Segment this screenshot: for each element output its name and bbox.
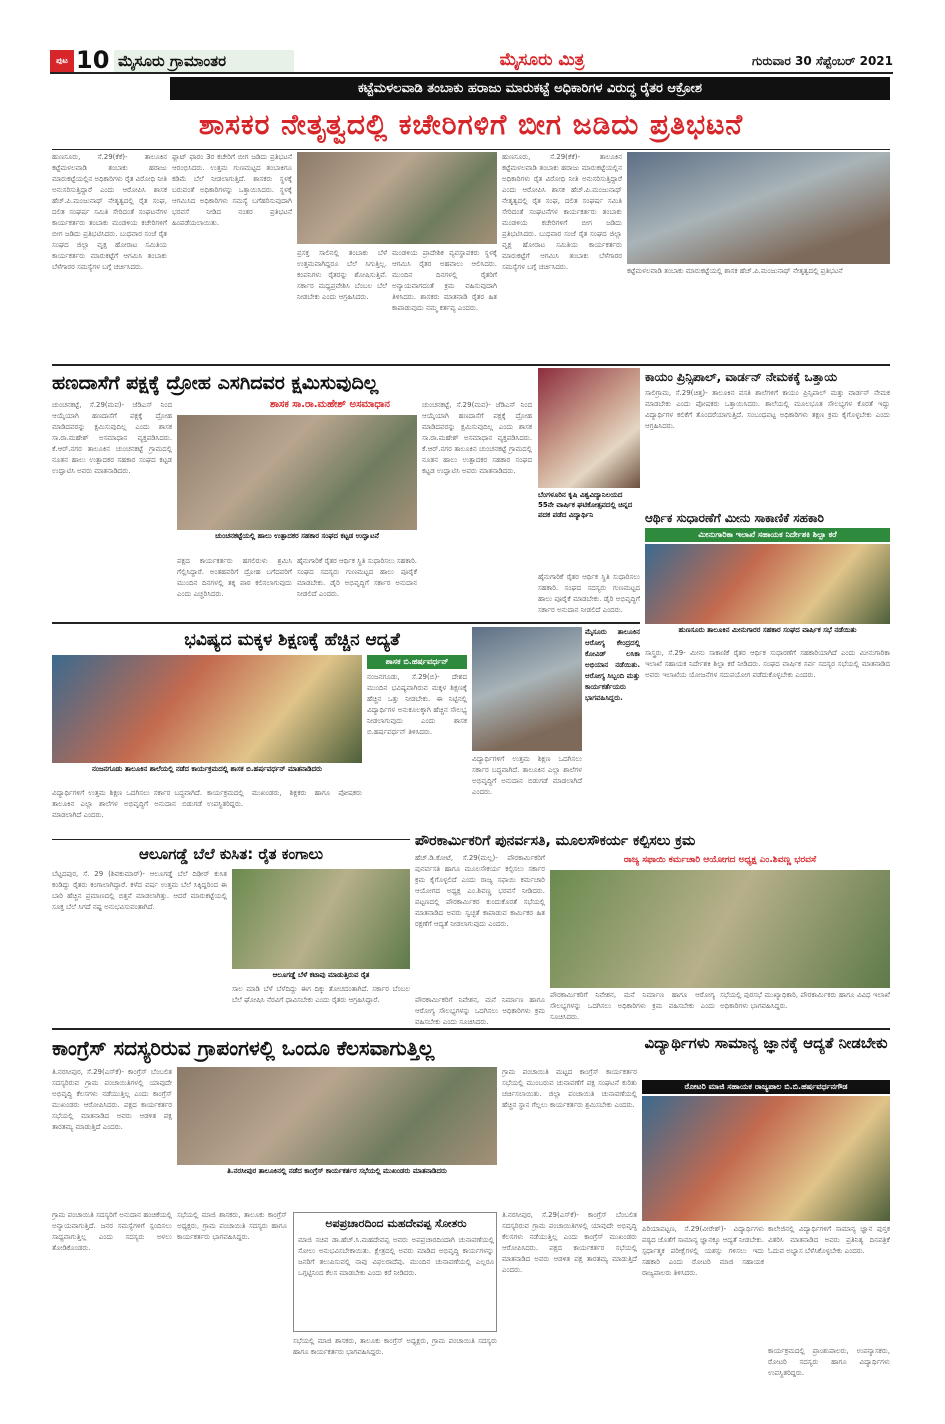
- masthead: [50, 48, 893, 74]
- story11-body-2: ಕಾಲೇಜಿನಲ್ಲಿ ವಿದ್ಯಾರ್ಥಿಗಳಿಗೆ ಸಾಮಾನ್ಯ ಜ್ಞಾನ ಪುಸ್ತಕ ವಿತರಿಸಿ ಮಾತನಾಡಿದ ಅವರು ಪ್ರತಿನಿತ್ಯ ದಿನಪತ್ರಿಕೆ ಓದುವ ಅಭ್ಯಾಸ ಬೆಳೆಸಿಕೊಳ್ಳಬೇಕು ಎಂದರು.: [768, 1225, 890, 1255]
- lead-photo-2: [627, 152, 890, 264]
- story7-photo: [550, 870, 890, 988]
- story2-caption: ಚುಂಚನಕಟ್ಟೆಯಲ್ಲಿ ಹಾಲು ಉತ್ಪಾದಕರ ಸಹಕಾರ ಸಂಘದ ಕಟ್ಟಡ ಉದ್ಘಾಟನೆ: [215, 532, 379, 540]
- story4-body: ಸಾಸ್ತ್ರರು, ಸೆ.29- ಮೀನು ಸಾಕಾಣಿಕೆ ರೈತರ ಆರ್ಥಿಕ ಸುಧಾರಣೆಗೆ ಸಹಕಾರಿಯಾಗಿದೆ ಎಂದು ಮೀನುಗಾರಿಕಾ ಇಲಾಖೆ ಸಹಾಯಕ ನಿರ್ದೇಶಕಿ ಶಿಲ್ಪಾ ಕರೆ ನೀಡಿದರು. ಸಂಘದ ವಾರ್ಷಿಕ ಸರ್ವ ಸದಸ್ಯರ ಸಭೆಯಲ್ಲಿ ಮಾತನಾಡಿದ ಅವರು ಇಲಾಖೆಯ ಯೋಜನೆಗಳ ಸದುಪಯೋಗ ಪಡೆದುಕೊಳ್ಳಬೇಕು ಎಂದರು.: [645, 649, 890, 679]
- paper-name: ಮೈಸೂರು ಮಿತ್ರ: [499, 50, 585, 70]
- profile-photo: [538, 368, 640, 488]
- story6-body: ವಿದ್ಯಾರ್ಥಿಗಳಿಗೆ ಉತ್ತಮ ಶಿಕ್ಷಣ ಒದಗಿಸಲು ಸರ್ಕಾರ ಬದ್ಧವಾಗಿದೆ. ತಾಲೂಕಿನ ಎಲ್ಲಾ ಶಾಲೆಗಳ ಅಭಿವೃದ್ಧಿಗೆ ಅನುದಾನ ಬಿಡುಗಡೆ ಮಾಡಲಾಗಿದೆ ಎಂದರು.: [472, 755, 582, 796]
- divider: [52, 1028, 890, 1030]
- story7-body-3: ಪೌರಕಾರ್ಮಿಕರಿಗೆ ನಿವೇಶನ, ಮನೆ ನಿರ್ಮಾಣ ಹಾಗೂ ಆರೋಗ್ಯ ಸೌಲಭ್ಯಗಳನ್ನು ಒದಗಿಸಲು ಅಧಿಕಾರಿಗಳು ಕ್ರಮ ವಹಿಸಬೇಕು ಎಂದು ಸೂಚಿಸಿದರು.: [550, 991, 715, 1021]
- story3-headline: ಕಾಯಂ ಪ್ರಿನ್ಸಿಪಾಲ್, ವಾರ್ಡನ್ ನೇಮಕಕ್ಕೆ ಒತ್ತಾಯ: [645, 370, 838, 384]
- story11-headline: ವಿದ್ಯಾರ್ಥಿಗಳು ಸಾಮಾನ್ಯ ಜ್ಞಾನಕ್ಕೆ ಆದ್ಯತೆ ನೀಡಬೇಕು: [644, 1034, 888, 1052]
- story5-tag: ಶಾಸಕ ಬಿ.ಹರ್ಷವರ್ಧನ್: [367, 655, 467, 669]
- story2-body-2: ಪಕ್ಷದ ಕಾರ್ಯಕರ್ತರು ಹಗಲಿರುಳು ಶ್ರಮಿಸಿ ಗೆಲ್ಲಿಸಿದ್ದಾರೆ. ಅಂತಹವರಿಗೆ ದ್ರೋಹ ಬಗೆದವರಿಗೆ ಮುಂದಿನ ದಿನಗಳಲ್ಲಿ ತಕ್ಕ ಪಾಠ ಕಲಿಸಲಾಗುವುದು ಎಂದು ಎಚ್ಚರಿಸಿದರು.: [177, 557, 292, 598]
- divider: [52, 364, 890, 366]
- story2-tag: ಶಾಸಕ ಸಾ.ರಾ.ಮಹೇಶ್ ಅಸಮಾಧಾನ: [270, 399, 390, 410]
- lead-body-4: ಮಂಡಳಿಯ ಪ್ರಾದೇಶಿಕ ವ್ಯವಸ್ಥಾಪಕರು ಸ್ಥಳಕ್ಕೆ ಆಗಮಿಸಿ ರೈತರ ಅಹವಾಲು ಆಲಿಸಿದರು. ಮುಂದಿನ ದಿನಗಳಲ್ಲಿ ರೈತರಿಗೆ ಅನ್ಯಾಯವಾಗದಂತೆ ಕ್ರಮ ವಹಿಸುವುದಾಗಿ ತಿಳಿಸಿದರು. ಶಾಸಕರು ಮಾತನಾಡಿ ರೈತರ ಹಿತ ಕಾಪಾಡುವುದು ನಮ್ಮ ಕರ್ತವ್ಯ ಎಂದರು.: [392, 249, 497, 312]
- story2-headline: ಹಣದಾಸೆಗೆ ಪಕ್ಷಕ್ಕೆ ದ್ರೋಹ ಎಸಗಿದವರ ಕ್ಷಮಿಸುವುದಿಲ್ಲ: [52, 372, 379, 394]
- story11-photo: [642, 1096, 890, 1221]
- story9-caption: ತಿ.ನರಸೀಪುರ ತಾಲೂಕಿನಲ್ಲಿ ನಡೆದ ಕಾಂಗ್ರೆಸ್ ಕಾರ್ಯಕರ್ತರ ಸಭೆಯಲ್ಲಿ ಮುಖಂಡರು ಮಾತನಾಡಿದರು: [227, 1167, 447, 1175]
- profile-body: ಹೈನುಗಾರಿಕೆ ರೈತರ ಆರ್ಥಿಕ ಸ್ಥಿತಿ ಸುಧಾರಿಸಲು ಸಹಕಾರಿ. ಸಂಘದ ಸದಸ್ಯರು ಗುಣಮಟ್ಟದ ಹಾಲು ಪೂರೈಕೆ ಮಾಡಬೇಕು. ಡೈರಿ ಅಭಿವೃದ್ಧಿಗೆ ಸರ್ಕಾರ ಅನುದಾನ ನೀಡಲಿದೆ ಎಂದರು.: [538, 573, 640, 614]
- story7-headline: ಪೌರಕಾರ್ಮಿಕರಿಗೆ ಪುನರ್ವಸತಿ, ಮೂಲಸೌಕರ್ಯ ಕಲ್ಪಿಸಲು ಕ್ರಮ: [415, 833, 696, 849]
- story5-body-2: ವಿದ್ಯಾರ್ಥಿಗಳಿಗೆ ಉತ್ತಮ ಶಿಕ್ಷಣ ಒದಗಿಸಲು ಸರ್ಕಾರ ಬದ್ಧವಾಗಿದೆ. ತಾಲೂಕಿನ ಎಲ್ಲಾ ಶಾಲೆಗಳ ಅಭಿವೃದ್ಧಿಗೆ ಅನುದಾನ ಬಿಡುಗಡೆ ಮಾಡಲಾಗಿದೆ ಎಂದರು.: [52, 789, 202, 819]
- story8-headline: ಆಲೂಗಡ್ಡೆ ಬೆಲೆ ಕುಸಿತ: ರೈತ ಕಂಗಾಲು: [139, 845, 323, 863]
- story5-headline: ಭವಿಷ್ಯದ ಮಕ್ಕಳ ಶಿಕ್ಷಣಕ್ಕೆ ಹೆಚ್ಚಿನ ಆದ್ಯತೆ: [184, 630, 400, 650]
- divider: [52, 622, 640, 624]
- story3-body: ಸಾಲಿಗ್ರಾಮ, ಸೆ.29(ಚಿತ್ತ)- ತಾಲೂಕಿನ ವಸತಿ ಶಾಲೆಗಳಿಗೆ ಕಾಯಂ ಪ್ರಿನ್ಸಿಪಾಲ್ ಮತ್ತು ವಾರ್ಡನ್ ನೇಮಕ ಮಾಡಬೇಕು ಎಂದು ಪೋಷಕರು ಒತ್ತಾಯಿಸಿದರು. ಶಾಲೆಯಲ್ಲಿ ಮೂಲಭೂತ ಸೌಲಭ್ಯಗಳ ಕೊರತೆ ಇದ್ದು ವಿದ್ಯಾರ್ಥಿಗಳ ಕಲಿಕೆಗೆ ತೊಂದರೆಯಾಗುತ್ತಿದೆ. ಸಂಬಂಧಪಟ್ಟ ಅಧಿಕಾರಿಗಳು ತಕ್ಷಣ ಕ್ರಮ ಕೈಗೊಳ್ಳಬೇಕು ಎಂದು ಆಗ್ರಹಿಸಿದರು.: [645, 389, 890, 430]
- story9-body-3: ಗ್ರಾಮ ಪಂಚಾಯಿತಿ ಸದಸ್ಯರಿಗೆ ಅನುದಾನ ಹಂಚಿಕೆಯಲ್ಲಿ ಅನ್ಯಾಯವಾಗುತ್ತಿದೆ. ಜನರ ಸಮಸ್ಯೆಗಳಿಗೆ ಸ್ಪಂದಿಸಲು ಸಾಧ್ಯವಾಗುತ್ತಿಲ್ಲ ಎಂದು ಸದಸ್ಯರು ಅಳಲು ತೋಡಿಕೊಂಡರು.: [52, 1211, 172, 1252]
- story2-body-1: ಚುಂಚನಕಟ್ಟೆ, ಸೆ.29(ಮವ)- ಜೆಡಿಎಸ್ ನಿಂದ ಆಯ್ಕೆಯಾಗಿ ಹಣದಾಸೆಗೆ ಪಕ್ಷಕ್ಕೆ ದ್ರೋಹ ಮಾಡಿದವರನ್ನು ಕ್ಷಮಿಸುವುದಿಲ್ಲ ಎಂದು ಶಾಸಕ ಸಾ.ರಾ.ಮಹೇಶ್ ಅಸಮಾಧಾನ ವ್ಯಕ್ತಪಡಿಸಿದರು. ಕೆ.ಆರ್.ನಗರ ತಾಲೂಕಿನ ಚುಂಚನಕಟ್ಟೆ ಗ್ರಾಮದಲ್ಲಿ ನೂತನ ಹಾಲು ಉತ್ಪಾದಕರ ಸಹಕಾರ ಸಂಘದ ಕಟ್ಟಡ ಉದ್ಘಾಟಿಸಿ ಅವರು ಮಾತನಾಡಿದರು.: [52, 401, 172, 475]
- story4-headline: ಆರ್ಥಿಕ ಸುಧಾರಣೆಗೆ ಮೀನು ಸಾಕಾಣಿಕೆ ಸಹಕಾರಿ: [645, 511, 824, 525]
- story2-body-4: ಚುಂಚನಕಟ್ಟೆ, ಸೆ.29(ಮವ)- ಜೆಡಿಎಸ್ ನಿಂದ ಆಯ್ಕೆಯಾಗಿ ಹಣದಾಸೆಗೆ ಪಕ್ಷಕ್ಕೆ ದ್ರೋಹ ಮಾಡಿದವರನ್ನು ಕ್ಷಮಿಸುವುದಿಲ್ಲ ಎಂದು ಶಾಸಕ ಸಾ.ರಾ.ಮಹೇಶ್ ಅಸಮಾಧಾನ ವ್ಯಕ್ತಪಡಿಸಿದರು. ಕೆ.ಆರ್.ನಗರ ತಾಲೂಕಿನ ಚುಂಚನಕಟ್ಟೆ ಗ್ರಾಮದಲ್ಲಿ ನೂತನ ಹಾಲು ಉತ್ಪಾದಕರ ಸಹಕಾರ ಸಂಘದ ಕಟ್ಟಡ ಉದ್ಘಾಟಿಸಿ ಅವರು ಮಾತನಾಡಿದರು.: [422, 401, 532, 475]
- story5-body-3: ಕಾರ್ಯಕ್ರಮದಲ್ಲಿ ಮುಖಂಡರು, ಶಿಕ್ಷಕರು ಹಾಗೂ ಪೋಷಕರು ಉಪಸ್ಥಿತರಿದ್ದರು.: [207, 789, 362, 808]
- story10-box: [293, 1212, 497, 1332]
- section-name: ಮೈಸೂರು ಗ್ರಾಮಾಂತರ: [114, 50, 294, 72]
- story11-tag: ರೋಟರಿ ಮಾಜಿ ಸಹಾಯಕ ರಾಜ್ಯಪಾಲ ಬಿ.ಬಿ.ಹರ್ಷವರ್ಧನಗೌಡ: [642, 1080, 890, 1094]
- story11-body-3: ಕಾರ್ಯಕ್ರಮದಲ್ಲಿ ಪ್ರಾಂಶುಪಾಲರು, ಉಪನ್ಯಾಸಕರು, ರೋಟರಿ ಸದಸ್ಯರು ಹಾಗೂ ವಿದ್ಯಾರ್ಥಿಗಳು ಉಪಸ್ಥಿತರಿದ್ದರು.: [768, 1347, 890, 1377]
- story2-photo: [177, 415, 417, 530]
- story7-body-1: ಹೆಚ್.ಡಿ.ಕೋಟೆ, ಸೆ.29(ಮಲ್ಲ)- ಪೌರಕಾರ್ಮಿಕರಿಗೆ ಪುನರ್ವಸತಿ ಹಾಗೂ ಮೂಲಸೌಕರ್ಯ ಕಲ್ಪಿಸಲು ಸರ್ಕಾರ ಕ್ರಮ ಕೈಗೊಳ್ಳಲಿದೆ ಎಂದು ರಾಜ್ಯ ಸಫಾಯಿ ಕರ್ಮಚಾರಿ ಆಯೋಗದ ಅಧ್ಯಕ್ಷ ಎಂ.ಶಿವಣ್ಣ ಭರವಸೆ ನೀಡಿದರು. ಪಟ್ಟಣದಲ್ಲಿ ಪೌರಕಾರ್ಮಿಕರ ಕುಂದುಕೊರತೆ ಸಭೆಯಲ್ಲಿ ಮಾತನಾಡಿದ ಅವರು ಸ್ವಚ್ಛತೆ ಕಾಪಾಡುವ ಕಾರ್ಮಿಕರ ಹಿತ ರಕ್ಷಣೆಗೆ ಆದ್ಯತೆ ನೀಡಲಾಗುವುದು ಎಂದರು.: [415, 854, 545, 928]
- story5-body-1: ನಂಜನಗೂಡು, ಸೆ.29(ಬಿ)- ದೇಶದ ಮುಂದಿನ ಭವಿಷ್ಯವಾಗಿರುವ ಮಕ್ಕಳ ಶಿಕ್ಷಣಕ್ಕೆ ಹೆಚ್ಚಿನ ಒತ್ತು ನೀಡಬೇಕು. ಈ ನಿಟ್ಟಿನಲ್ಲಿ ವಿದ್ಯಾರ್ಥಿಗಳ ಅನುಕೂಲಕ್ಕಾಗಿ ಹೆಚ್ಚಿನ ಸೌಲಭ್ಯ ನೀಡಲಾಗುವುದು ಎಂದು ಶಾಸಕ ಬಿ.ಹರ್ಷವರ್ಧನ್ ತಿಳಿಸಿದರು.: [367, 673, 467, 736]
- story8-body-2: ಸಾಲ ಮಾಡಿ ಬೆಳೆ ಬೆಳೆದಿದ್ದು ಈಗ ದಿಕ್ಕು ತೋಚದಂತಾಗಿದೆ. ಸರ್ಕಾರ ಬೆಂಬಲ ಬೆಲೆ ಘೋಷಿಸಿ ನೆರವಿಗೆ ಧಾವಿಸಬೇಕು ಎಂದು ರೈತರು ಆಗ್ರಹಿಸಿದ್ದಾರೆ.: [232, 985, 410, 1004]
- issue-date: ಗುರುವಾರ 30 ಸೆಪ್ಟೆಂಬರ್ 2021: [752, 54, 893, 68]
- story9-photo: [177, 1067, 497, 1165]
- story4-photo: [645, 544, 890, 624]
- divider: [52, 839, 410, 840]
- divider: [52, 149, 890, 150]
- story9-body-1: ತಿ.ನರಸೀಪುರ, ಸೆ.29(ಎಸ್‌ಕೆ)- ಕಾಂಗ್ರೆಸ್ ಬೆಂಬಲಿತ ಸದಸ್ಯರಿರುವ ಗ್ರಾಮ ಪಂಚಾಯಿತಿಗಳಲ್ಲಿ ಯಾವುದೇ ಅಭಿವೃದ್ಧಿ ಕೆಲಸಗಳು ನಡೆಯುತ್ತಿಲ್ಲ ಎಂದು ಕಾಂಗ್ರೆಸ್ ಮುಖಂಡರು ಆರೋಪಿಸಿದರು. ಪಕ್ಷದ ಕಾರ್ಯಕರ್ತರ ಸಭೆಯಲ್ಲಿ ಮಾತನಾಡಿದ ಅವರು ಆಡಳಿತ ಪಕ್ಷ ತಾರತಮ್ಯ ಮಾಡುತ್ತಿದೆ ಎಂದರು.: [52, 1068, 172, 1131]
- lead-body-2: ಫ್ಲಾಟ್ ಫಾರಂ 3ರ ಕಚೇರಿಗೆ ಬೀಗ ಜಡಿದು ಪ್ರತಿಭಟನೆ ಆರಂಭಿಸಿದರು. ಉತ್ತಮ ಗುಣಮಟ್ಟದ ತಂಬಾಕಿಗೂ ಕಡಿಮೆ ಬೆಲೆ ನೀಡಲಾಗುತ್ತಿದೆ. ಶಾಸಕರು ಸ್ಥಳಕ್ಕೆ ಬರುವಂತೆ ಅಧಿಕಾರಿಗಳನ್ನು ಒತ್ತಾಯಿಸಿದರು. ಸ್ಥಳಕ್ಕೆ ಆಗಮಿಸಿದ ಅಧಿಕಾರಿಗಳು ಸಮಸ್ಯೆ ಬಗೆಹರಿಸುವುದಾಗಿ ಭರವಸೆ ನೀಡಿದ ನಂತರ ಪ್ರತಿಭಟನೆ ಹಿಂಪಡೆಯಲಾಯಿತು.: [172, 153, 292, 227]
- lead-caption: ಕಟ್ಟೆಮಳಲವಾಡಿ ತಂಬಾಕು ಮಾರುಕಟ್ಟೆಯಲ್ಲಿ ಶಾಸಕ ಹೆಚ್.ಪಿ.ಮಂಜುನಾಥ್ ನೇತೃತ್ವದಲ್ಲಿ ಪ್ರತಿಭಟನೆ: [627, 267, 843, 275]
- story9-headline: ಕಾಂಗ್ರೆಸ್ ಸದಸ್ಯರಿರುವ ಗ್ರಾಪಂಗಳಲ್ಲಿ ಒಂದೂ ಕೆಲಸವಾಗುತ್ತಿಲ್ಲ: [52, 1036, 435, 1060]
- page-number: 10: [76, 46, 110, 74]
- lead-body-3: ಪ್ರಸಕ್ತ ಸಾಲಿನಲ್ಲಿ ತಂಬಾಕು ಬೆಳೆ ಉತ್ತಮವಾಗಿದ್ದರೂ ಬೆಲೆ ಸಿಗುತ್ತಿಲ್ಲ. ಕಂಪನಿಗಳು ರೈತರನ್ನು ಶೋಷಿಸುತ್ತಿವೆ. ಸರ್ಕಾರ ಮಧ್ಯಪ್ರವೇಶಿಸಿ ಬೆಂಬಲ ಬೆಲೆ ನೀಡಬೇಕು ಎಂದು ಆಗ್ರಹಿಸಿದರು.: [297, 249, 387, 301]
- story10-body-cont: ಸಭೆಯಲ್ಲಿ ಮಾಜಿ ಶಾಸಕರು, ತಾಲೂಕು ಕಾಂಗ್ರೆಸ್ ಅಧ್ಯಕ್ಷರು, ಗ್ರಾಮ ಪಂಚಾಯಿತಿ ಸದಸ್ಯರು ಹಾಗೂ ಕಾರ್ಯಕರ್ತರು ಭಾಗವಹಿಸಿದ್ದರು.: [293, 1337, 497, 1356]
- lead-body-1: ಹುಣಸೂರು, ಸೆ.29(ಕೆಕೆ)- ತಾಲೂಕಿನ ಕಟ್ಟೆಮಳಲವಾಡಿ ತಂಬಾಕು ಹರಾಜು ಮಾರುಕಟ್ಟೆಯಲ್ಲಿನ ಅಧಿಕಾರಿಗಳು ರೈತ ವಿರೋಧಿ ನೀತಿ ಅನುಸರಿಸುತ್ತಿದ್ದಾರೆ ಎಂದು ಆರೋಪಿಸಿ ಶಾಸಕ ಹೆಚ್.ಪಿ.ಮಂಜುನಾಥ್ ನೇತೃತ್ವದಲ್ಲಿ ರೈತ ಸಂಘ, ದಲಿತ ಸಂಘರ್ಷ ಸಮಿತಿ ಸೇರಿದಂತೆ ಸಂಘಟನೆಗಳ ಕಾರ್ಯಕರ್ತರು ತಂಬಾಕು ಮಂಡಳಿಯ ಕಚೇರಿಗಳಿಗೆ ಬೀಗ ಜಡಿದು ಪ್ರತಿಭಟಿಸಿದರು. ಬುಧವಾರ ಸಂಜೆ ರೈತ ಸಂಘದ ಜಿಲ್ಲಾ ವೃಕ್ಷ ಹೋರಾಟ ಸಮಿತಿಯ ಕಾರ್ಯಕರ್ತರು ಮಾರುಕಟ್ಟೆಗೆ ಆಗಮಿಸಿ ತಂಬಾಕು ಬೆಳೆಗಾರರ ಸಮಸ್ಯೆಗಳ ಬಗ್ಗೆ ಚರ್ಚಿಸಿದರು.: [52, 153, 167, 271]
- story10-body: ಮಾಜಿ ಸಚಿವ ಡಾ.ಹೆಚ್.ಸಿ.ಮಹದೇವಪ್ಪ ಅವರು ಅಪಪ್ರಚಾರದಿಂದಾಗಿ ಚುನಾವಣೆಯಲ್ಲಿ ಸೋಲು ಅನುಭವಿಸಬೇಕಾಯಿತು. ಕ್ಷೇತ್ರದಲ್ಲಿ ಅವರು ಮಾಡಿದ ಅಭಿವೃದ್ಧಿ ಕಾರ್ಯಗಳನ್ನು ಜನರಿಗೆ ತಲುಪಿಸುವಲ್ಲಿ ನಾವು ವಿಫಲರಾದೆವು. ಮುಂದಿನ ಚುನಾವಣೆಯಲ್ಲಿ ಎಲ್ಲರೂ ಒಗ್ಗಟ್ಟಿನಿಂದ ಕೆಲಸ ಮಾಡಬೇಕು ಎಂದು ಕರೆ ನೀಡಿದರು.: [298, 1236, 494, 1277]
- story8-caption: ಆಲೂಗಡ್ಡೆ ಬೆಳೆ ಕಟಾವು ಮಾಡುತ್ತಿರುವ ರೈತ: [272, 971, 370, 979]
- story7-tag: ರಾಜ್ಯ ಸಫಾಯಿ ಕರ್ಮಚಾರಿ ಆಯೋಗದ ಅಧ್ಯಕ್ಷ ಎಂ.ಶಿವಣ್ಣ ಭರವಸೆ: [623, 855, 817, 865]
- story4-tag: ಮೀನುಗಾರಿಕಾ ಇಲಾಖೆ ಸಹಾಯಕ ನಿರ್ದೇಶಕಿ ಶಿಲ್ಪಾ ಕರೆ: [645, 528, 890, 542]
- story7-body-2: ಪೌರಕಾರ್ಮಿಕರಿಗೆ ನಿವೇಶನ, ಮನೆ ನಿರ್ಮಾಣ ಹಾಗೂ ಆರೋಗ್ಯ ಸೌಲಭ್ಯಗಳನ್ನು ಒದಗಿಸಲು ಅಧಿಕಾರಿಗಳು ಕ್ರಮ ವಹಿಸಬೇಕು ಎಂದು ಸೂಚಿಸಿದರು.: [415, 996, 545, 1025]
- story6-caption: ಮೈಸೂರು ತಾಲೂಕಿನ ಆರೋಗ್ಯ ಕೇಂದ್ರದಲ್ಲಿ ಕೋವಿಡ್ ಲಸಿಕಾ ಅಭಿಯಾನ ನಡೆಯಿತು. ಆರೋಗ್ಯ ಸಿಬ್ಬಂದಿ ಮತ್ತು ಕಾರ್ಯಕರ್ತೆಯರು ಭಾಗವಹಿಸಿದ್ದರು.: [585, 628, 640, 702]
- lead-kicker: ಕಟ್ಟೆಮಳಲವಾಡಿ ತಂಬಾಕು ಹರಾಜು ಮಾರುಕಟ್ಟೆ ಅಧಿಕಾರಿಗಳ ವಿರುದ್ಧ ರೈತರ ಆಕ್ರೋಶ: [170, 77, 890, 100]
- story9-body-4: ಸಭೆಯಲ್ಲಿ ಮಾಜಿ ಶಾಸಕರು, ತಾಲೂಕು ಕಾಂಗ್ರೆಸ್ ಅಧ್ಯಕ್ಷರು, ಗ್ರಾಮ ಪಂಚಾಯಿತಿ ಸದಸ್ಯರು ಹಾಗೂ ಕಾರ್ಯಕರ್ತರು ಭಾಗವಹಿಸಿದ್ದರು.: [177, 1211, 287, 1241]
- lead-photo-1: [297, 152, 497, 244]
- story11-body-1: ಪಿರಿಯಾಪಟ್ಟಣ, ಸೆ.29(ವೀರೇಶ್)- ವಿದ್ಯಾರ್ಥಿಗಳು ಪಠ್ಯದ ಜೊತೆಗೆ ಸಾಮಾನ್ಯ ಜ್ಞಾನಕ್ಕೂ ಆದ್ಯತೆ ನೀಡಬೇಕು. ಸ್ಪರ್ಧಾತ್ಮಕ ಪರೀಕ್ಷೆಗಳಲ್ಲಿ ಯಶಸ್ಸು ಗಳಿಸಲು ಇದು ಸಹಕಾರಿ ಎಂದು ರೋಟರಿ ಮಾಜಿ ಸಹಾಯಕ ರಾಜ್ಯಪಾಲರು ತಿಳಿಸಿದರು.: [642, 1225, 764, 1277]
- story9-body-2: ಗ್ರಾಮ ಪಂಚಾಯಿತಿ ಮಟ್ಟದ ಕಾಂಗ್ರೆಸ್ ಕಾರ್ಯಕರ್ತರ ಸಭೆಯಲ್ಲಿ ಮುಂಬರುವ ಚುನಾವಣೆಗೆ ಪಕ್ಷ ಸಂಘಟನೆ ಕುರಿತು ಚರ್ಚಿಸಲಾಯಿತು. ಜಿಲ್ಲಾ ಪಂಚಾಯಿತಿ ಚುನಾವಣೆಯಲ್ಲಿ ಹೆಚ್ಚಿನ ಸ್ಥಾನ ಗೆಲ್ಲಲು ಕಾರ್ಯಕರ್ತರು ಶ್ರಮಿಸಬೇಕು ಎಂದರು.: [502, 1068, 637, 1109]
- story6-photo: [472, 627, 582, 751]
- story7-body-4: ಸಭೆಯಲ್ಲಿ ಪುರಸಭೆ ಮುಖ್ಯಾಧಿಕಾರಿ, ಪೌರಕಾರ್ಮಿಕರು ಹಾಗೂ ವಿವಿಧ ಇಲಾಖೆ ಅಧಿಕಾರಿಗಳು ಭಾಗವಹಿಸಿದ್ದರು.: [720, 991, 890, 1010]
- page-label: ಪುಟ: [50, 50, 74, 72]
- lead-headline: ಶಾಸಕರ ನೇತೃತ್ವದಲ್ಲಿ ಕಚೇರಿಗಳಿಗೆ ಬೀಗ ಜಡಿದು ಪ್ರತಿಭಟನೆ: [198, 108, 744, 141]
- story4-caption: ಹುಣಸೂರು ತಾಲೂಕಿನ ಮೀನುಗಾರರ ಸಹಕಾರ ಸಂಘದ ವಾರ್ಷಿಕ ಸಭೆ ನಡೆಯಿತು: [678, 626, 857, 634]
- story9-body-5: ತಿ.ನರಸೀಪುರ, ಸೆ.29(ಎಸ್‌ಕೆ)- ಕಾಂಗ್ರೆಸ್ ಬೆಂಬಲಿತ ಸದಸ್ಯರಿರುವ ಗ್ರಾಮ ಪಂಚಾಯಿತಿಗಳಲ್ಲಿ ಯಾವುದೇ ಅಭಿವೃದ್ಧಿ ಕೆಲಸಗಳು ನಡೆಯುತ್ತಿಲ್ಲ ಎಂದು ಕಾಂಗ್ರೆಸ್ ಮುಖಂಡರು ಆರೋಪಿಸಿದರು. ಪಕ್ಷದ ಕಾರ್ಯಕರ್ತರ ಸಭೆಯಲ್ಲಿ ಮಾತನಾಡಿದ ಅವರು ಆಡಳಿತ ಪಕ್ಷ ತಾರತಮ್ಯ ಮಾಡುತ್ತಿದೆ ಎಂದರು.: [502, 1211, 637, 1274]
- profile-caption: ಬೆಂಗಳೂರಿನ ಕೃಷಿ ವಿಶ್ವವಿದ್ಯಾನಿಲಯದ 55ನೇ ವಾರ್ಷಿಕ ಘಟಿಕೋತ್ಸವದಲ್ಲಿ ಚಿನ್ನದ ಪದಕ ಪಡೆದ ವಿದ್ಯಾರ್ಥಿನಿ: [538, 491, 633, 519]
- lead-body-5: ಹುಣಸೂರು, ಸೆ.29(ಕೆಕೆ)- ತಾಲೂಕಿನ ಕಟ್ಟೆಮಳಲವಾಡಿ ತಂಬಾಕು ಹರಾಜು ಮಾರುಕಟ್ಟೆಯಲ್ಲಿನ ಅಧಿಕಾರಿಗಳು ರೈತ ವಿರೋಧಿ ನೀತಿ ಅನುಸರಿಸುತ್ತಿದ್ದಾರೆ ಎಂದು ಆರೋಪಿಸಿ ಶಾಸಕ ಹೆಚ್.ಪಿ.ಮಂಜುನಾಥ್ ನೇತೃತ್ವದಲ್ಲಿ ರೈತ ಸಂಘ, ದಲಿತ ಸಂಘರ್ಷ ಸಮಿತಿ ಸೇರಿದಂತೆ ಸಂಘಟನೆಗಳ ಕಾರ್ಯಕರ್ತರು ತಂಬಾಕು ಮಂಡಳಿಯ ಕಚೇರಿಗಳಿಗೆ ಬೀಗ ಜಡಿದು ಪ್ರತಿಭಟಿಸಿದರು. ಬುಧವಾರ ಸಂಜೆ ರೈತ ಸಂಘದ ಜಿಲ್ಲಾ ವೃಕ್ಷ ಹೋರಾಟ ಸಮಿತಿಯ ಕಾರ್ಯಕರ್ತರು ಮಾರುಕಟ್ಟೆಗೆ ಆಗಮಿಸಿ ತಂಬಾಕು ಬೆಳೆಗಾರರ ಸಮಸ್ಯೆಗಳ ಬಗ್ಗೆ ಚರ್ಚಿಸಿದರು.: [502, 153, 622, 271]
- story5-photo: [52, 655, 362, 763]
- story5-caption: ನಂಜನಗೂಡು ತಾಲೂಕಿನ ಶಾಲೆಯಲ್ಲಿ ನಡೆದ ಕಾರ್ಯಕ್ರಮದಲ್ಲಿ ಶಾಸಕ ಬಿ.ಹರ್ಷವರ್ಧನ್ ಮಾತನಾಡಿದರು: [91, 765, 323, 773]
- story8-photo: [232, 869, 410, 969]
- story10-headline: ಅಪಪ್ರಚಾರದಿಂದ ಮಹದೇವಪ್ಪ ಸೋತರು: [325, 1217, 467, 1230]
- story2-body-3: ಹೈನುಗಾರಿಕೆ ರೈತರ ಆರ್ಥಿಕ ಸ್ಥಿತಿ ಸುಧಾರಿಸಲು ಸಹಕಾರಿ. ಸಂಘದ ಸದಸ್ಯರು ಗುಣಮಟ್ಟದ ಹಾಲು ಪೂರೈಕೆ ಮಾಡಬೇಕು. ಡೈರಿ ಅಭಿವೃದ್ಧಿಗೆ ಸರ್ಕಾರ ಅನುದಾನ ನೀಡಲಿದೆ ಎಂದರು.: [297, 557, 417, 598]
- story8-body-1: ಬೆಟ್ಟದಪುರ, ಸೆ. 29 (ಶಿವಕುಮಾರ್)- ಆಲೂಗಡ್ಡೆ ಬೆಲೆ ದಿಢೀರ್ ಕುಸಿತ ಕಂಡಿದ್ದು ರೈತರು ಕಂಗಾಲಾಗಿದ್ದಾರೆ. ಕಳೆದ ವರ್ಷ ಉತ್ತಮ ಬೆಲೆ ಸಿಕ್ಕಿದ್ದರಿಂದ ಈ ಬಾರಿ ಹೆಚ್ಚಿನ ಪ್ರಮಾಣದಲ್ಲಿ ಬಿತ್ತನೆ ಮಾಡಲಾಗಿತ್ತು. ಆದರೆ ಮಾರುಕಟ್ಟೆಯಲ್ಲಿ ಸೂಕ್ತ ಬೆಲೆ ಸಿಗದೆ ನಷ್ಟ ಅನುಭವಿಸುವಂತಾಗಿದೆ.: [52, 870, 227, 911]
